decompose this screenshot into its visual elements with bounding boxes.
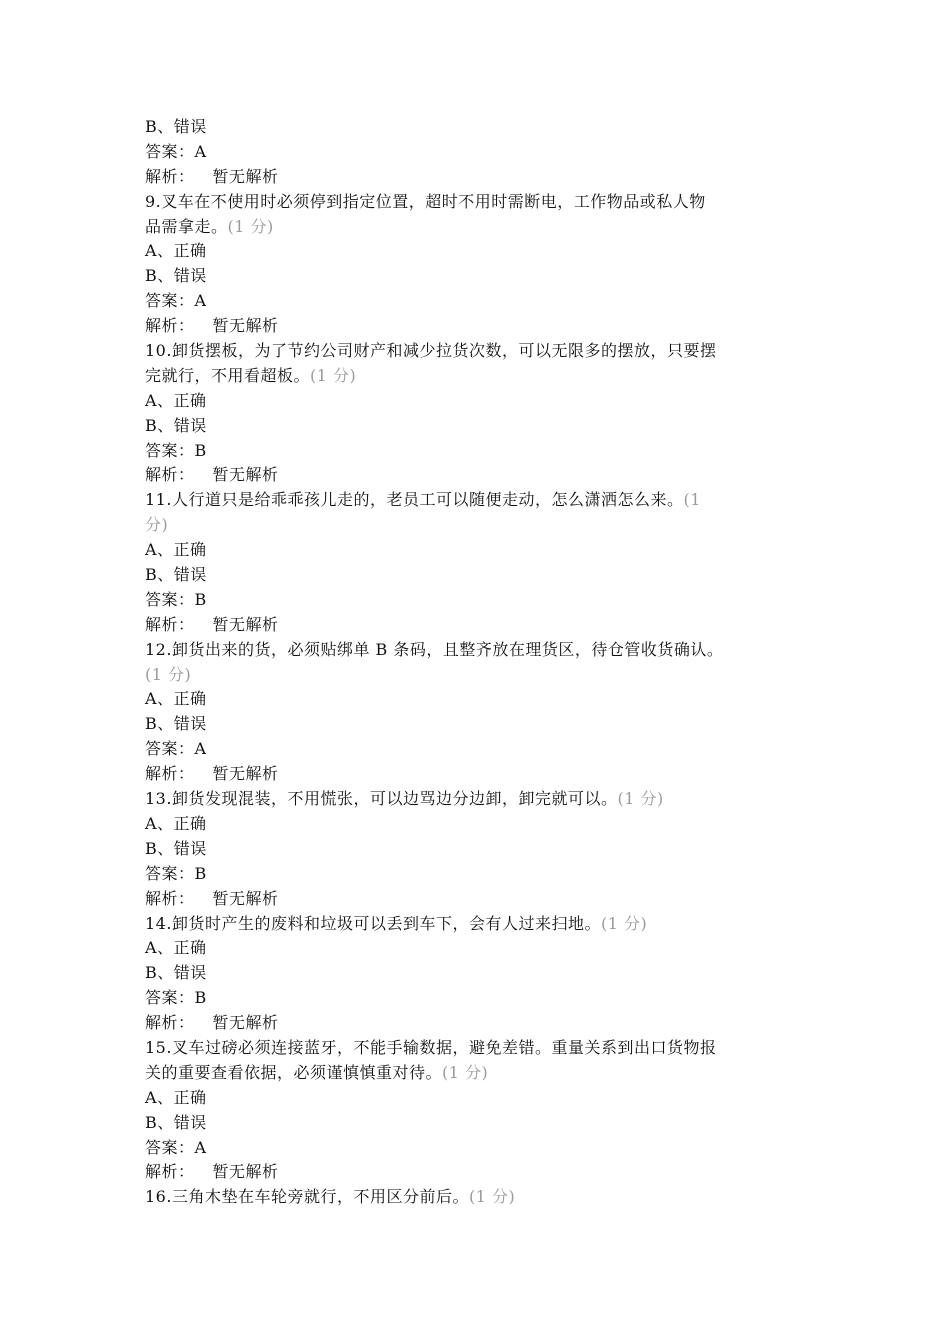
option-a: A、正确: [145, 1087, 207, 1107]
question-score: (1 分): [617, 789, 664, 809]
analysis-line: 解析： 暂无解析: [145, 888, 279, 908]
answer-line: 答案：B: [145, 440, 207, 460]
analysis-line: 解析： 暂无解析: [145, 1162, 279, 1182]
question-12-text-line-1: 12.卸货出来的货，必须贴绑单 B 条码，且整齐放在理货区，待仓管收货确认。: [145, 639, 724, 659]
question-15-text-line-2: 关的重要查看依据，必须谨慎慎重对待。(1 分): [145, 1062, 489, 1082]
option-b: B、错误: [145, 1112, 207, 1132]
analysis-line: 解析： 暂无解析: [145, 764, 279, 784]
option-b: B、错误: [145, 565, 207, 585]
question-score-continued: 分): [145, 515, 169, 535]
answer-line: 答案：A: [145, 1137, 207, 1157]
option-b: B、错误: [145, 415, 207, 435]
analysis-line: 解析： 暂无解析: [145, 465, 279, 485]
analysis-line: 解析： 暂无解析: [145, 166, 279, 186]
question-9-text-line-2: 品需拿走。(1 分): [145, 216, 274, 236]
option-a: A、正确: [145, 938, 207, 958]
question-10-text-line-1: 10.卸货摆板，为了节约公司财产和减少拉货次数，可以无限多的摆放，只要摆: [145, 341, 717, 361]
question-score: (1 分): [310, 365, 357, 385]
question-10-text-line-2: 完就行，不用看超板。(1 分): [145, 365, 357, 385]
option-a: A、正确: [145, 689, 207, 709]
analysis-line: 解析： 暂无解析: [145, 1013, 279, 1033]
question-13-text-line-1: 13.卸货发现混装，不用慌张，可以边骂边分边卸，卸完就可以。(1 分): [145, 789, 664, 809]
question-score: (1 分): [145, 664, 192, 684]
question-9-text-line-1: 9.叉车在不使用时必须停到指定位置，超时不用时需断电，工作物品或私人物: [145, 191, 706, 211]
question-score: (1 分): [600, 913, 648, 933]
question-16-text-line-1: 16.三角木垫在车轮旁就行，不用区分前后。(1 分): [145, 1187, 516, 1207]
option-b: B、错误: [145, 714, 207, 734]
question-score: (1 分): [468, 1187, 516, 1207]
question-14-text-line-1: 14.卸货时产生的废料和垃圾可以丢到车下，会有人过来扫地。(1 分): [145, 913, 648, 933]
question-11-text-line-1: 11.人行道只是给乖乖孩儿走的，老员工可以随便走动，怎么潇洒怎么来。(1: [145, 490, 701, 510]
question-score: (1: [683, 490, 701, 510]
option-b: B、错误: [145, 838, 207, 858]
option-a: A、正确: [145, 540, 207, 560]
answer-line: 答案：B: [145, 589, 207, 609]
analysis-line: 解析： 暂无解析: [145, 316, 279, 336]
option-b: B、错误: [145, 117, 207, 136]
question-15-text-line-1: 15.叉车过磅必须连接蓝牙，不能手输数据，避免差错。重量关系到出口货物报: [145, 1037, 717, 1057]
answer-line: 答案：A: [145, 739, 207, 759]
question-score: (1 分): [442, 1062, 489, 1082]
answer-line: 答案：B: [145, 988, 207, 1008]
option-a: A、正确: [145, 390, 207, 410]
option-b: B、错误: [145, 963, 207, 983]
document-page: [145, 115, 810, 1210]
answer-line: 答案：A: [145, 141, 207, 161]
option-a: A、正确: [145, 241, 207, 261]
answer-line: 答案：A: [145, 291, 207, 311]
analysis-line: 解析： 暂无解析: [145, 614, 279, 634]
option-a: A、正确: [145, 813, 207, 833]
option-b: B、错误: [145, 266, 207, 286]
answer-line: 答案：B: [145, 863, 207, 883]
question-score: (1 分): [227, 216, 274, 236]
